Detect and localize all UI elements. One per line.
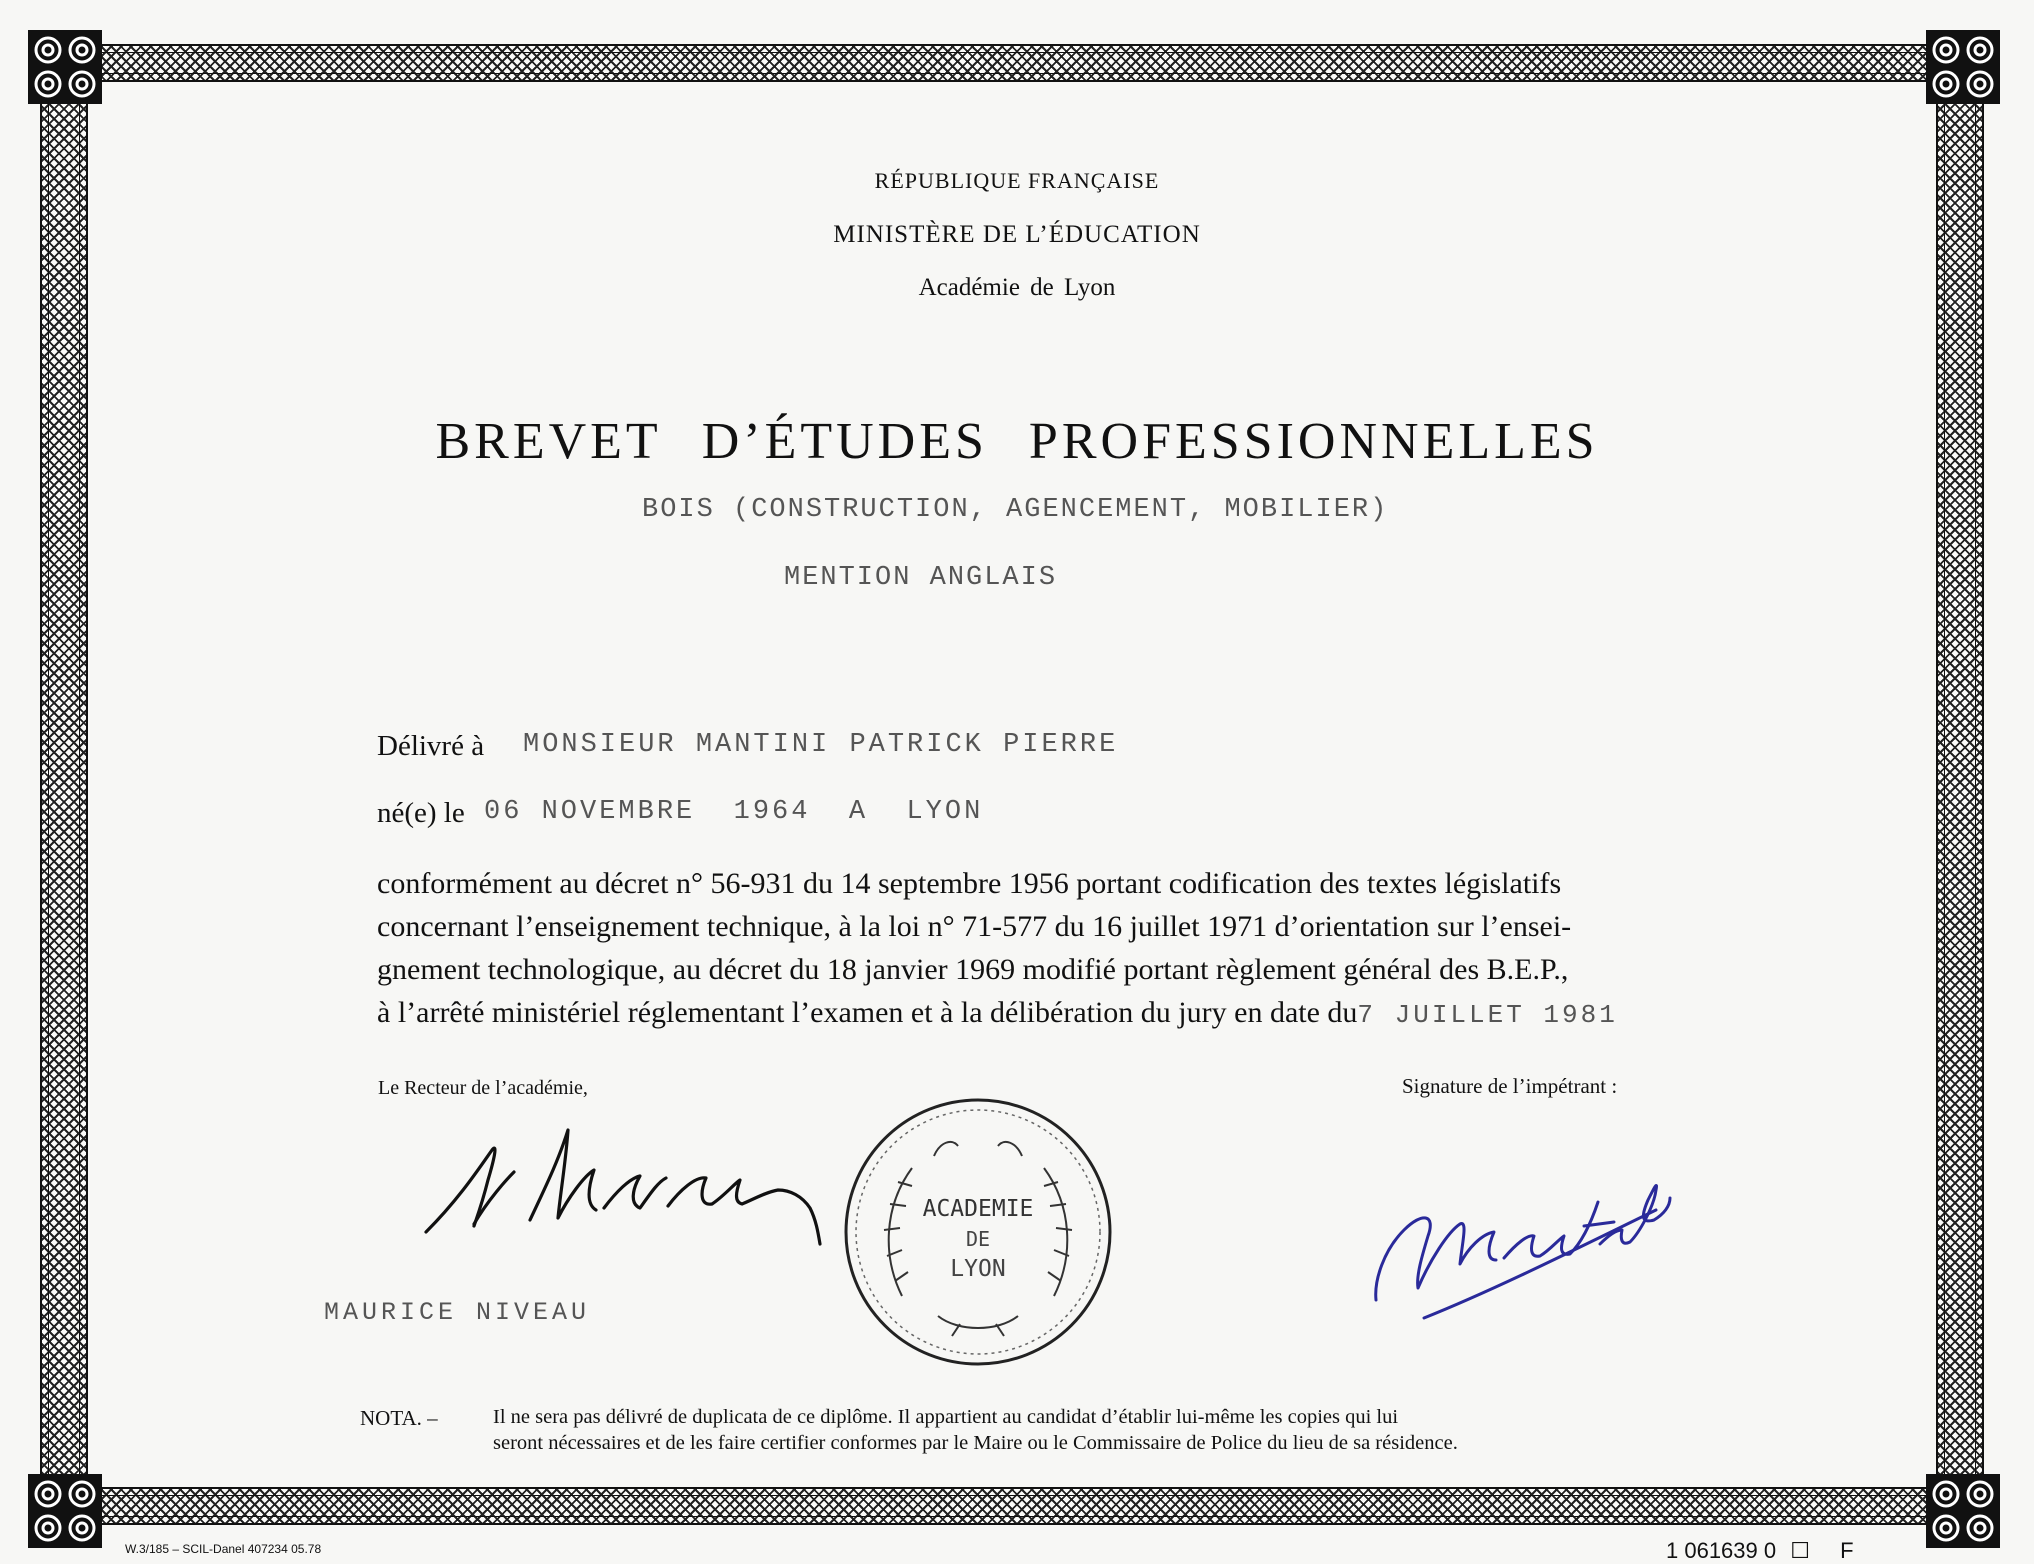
header-ministry: MINISTÈRE DE L’ÉDUCATION <box>833 221 1201 248</box>
serial-value: 1 061639 0 <box>1666 1538 1777 1563</box>
seal-line-3: LYON <box>950 1256 1006 1282</box>
frame-top-border <box>62 44 1972 82</box>
holder-name: MONSIEUR MANTINI PATRICK PIERRE <box>523 730 1119 760</box>
frame-corner-ornament <box>28 1474 102 1548</box>
legal-line-2: concernant l’enseignement technique, à la loi n° 71-577 du 16 juillet 1971 d’orientation sur l’ensei- <box>377 910 1572 943</box>
frame-corner-ornament <box>28 30 102 104</box>
legal-line-3: gnement technologique, au décret du 18 janvier 1969 modifié portant règlement général des B.E.P., <box>377 953 1569 986</box>
diploma-specialty: BOIS (CONSTRUCTION, AGENCEMENT, MOBILIER) <box>642 495 1389 525</box>
header-academy: Académie de Lyon <box>918 274 1116 301</box>
header-republic: RÉPUBLIQUE FRANÇAISE <box>874 168 1160 193</box>
seal-line-2: DE <box>965 1227 991 1251</box>
academy-seal <box>842 1096 1114 1368</box>
born-label: né(e) le <box>377 797 465 829</box>
delivered-label: Délivré à <box>377 730 485 762</box>
rector-label: Le Recteur de l’académie, <box>378 1077 588 1099</box>
jury-date: 7 JUILLET 1981 <box>1357 1000 1618 1030</box>
nota-line-2: seront nécessaires et de les faire certifier conformes par le Maire ou le Commissaire de Police du lieu de sa résidence. <box>493 1432 1458 1454</box>
seal-line-1: ACADEMIE <box>922 1196 1034 1222</box>
rector-signature <box>418 1120 828 1260</box>
frame-corner-ornament <box>1926 30 2000 104</box>
nota-line-1: Il ne sera pas délivré de duplicata de ce diplôme. Il appartient au candidat d’établir lui-même les copies qui lui <box>493 1406 1399 1428</box>
holder-signature <box>1364 1140 1674 1330</box>
legal-line-4-text: à l’arrêté ministériel réglementant l’examen et à la délibération du jury en date du <box>377 996 1358 1029</box>
legal-line-4 <box>377 991 1618 1037</box>
rector-name: MAURICE NIVEAU <box>324 1298 591 1327</box>
frame-bottom-border <box>62 1487 1972 1525</box>
legal-line-1: conformément au décret n° 56-931 du 14 septembre 1956 portant codification des textes législatifs <box>377 867 1562 900</box>
print-reference: W.3/185 – SCIL-Danel 407234 05.78 <box>125 1542 322 1556</box>
nota-label: NOTA. – <box>360 1406 438 1430</box>
frame-corner-ornament <box>1926 1474 2000 1548</box>
serial-number <box>1666 1538 1854 1564</box>
diploma-mention: MENTION ANGLAIS <box>784 563 1058 593</box>
diploma-title: BREVET D’ÉTUDES PROFESSIONNELLES <box>435 413 1599 470</box>
holder-birth: 06 NOVEMBRE 1964 A LYON <box>484 797 984 827</box>
serial-box: ☐ <box>1790 1538 1810 1563</box>
serial-letter: F <box>1840 1538 1854 1563</box>
holder-signature-label: Signature de l’impétrant : <box>1402 1074 1618 1098</box>
